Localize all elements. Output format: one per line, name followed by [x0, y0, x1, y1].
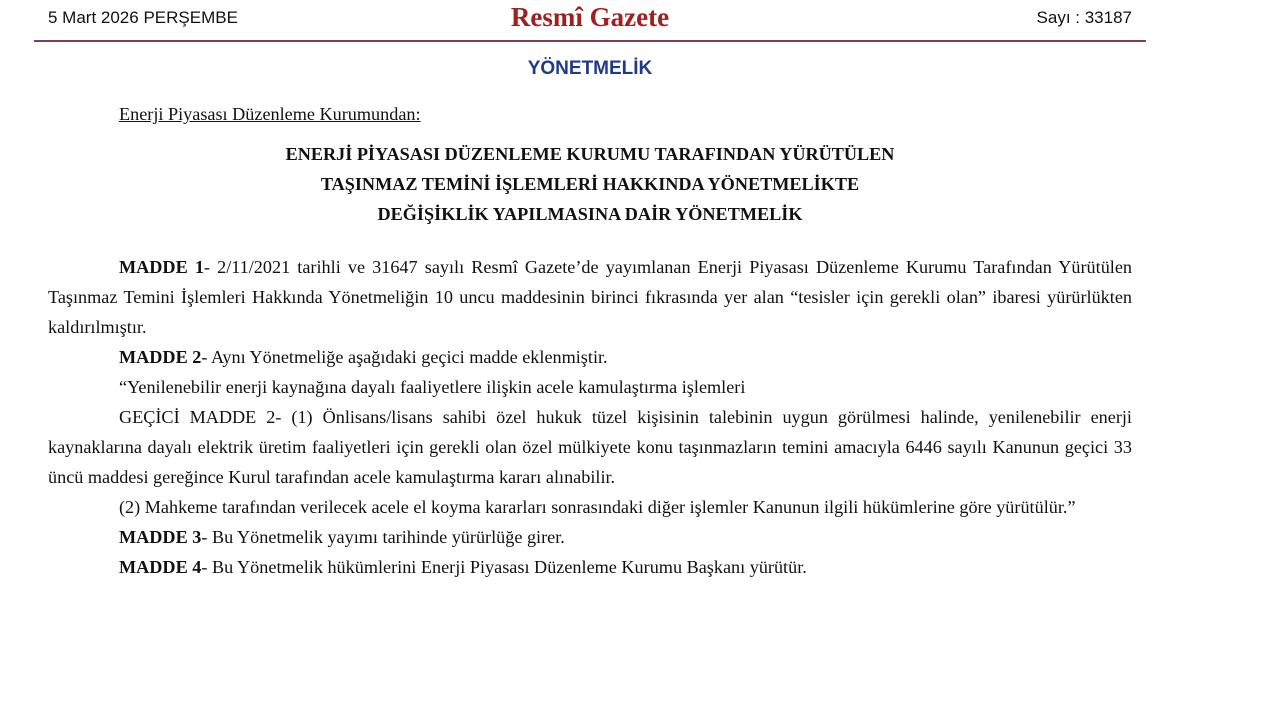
article-3-text: - Bu Yönetmelik yayımı tarihinde yürürlüğe girer.	[201, 527, 565, 547]
temporary-article-paragraph-2: (2) Mahkeme tarafından verilecek acele el koyma kararları sonrasındaki diğer işlemler Kanunun ilgili hükümlerine göre yürütülür.”	[119, 497, 1076, 517]
article-4	[48, 552, 1132, 582]
article-1	[48, 252, 1132, 342]
article-2-text: - Aynı Yönetmeliğe aşağıdaki geçici madde eklenmiştir.	[201, 347, 608, 367]
article-3-label: MADDE 3	[119, 527, 202, 547]
article-1-text: - 2/11/2021 tarihli ve 31647 sayılı Resmî Gazete’de yayımlanan Enerji Piyasası Düzenleme Kurumu Tarafından Yürütülen Taşınmaz Temini İşlemleri Hakkında Yönetmeliğin 10 uncu maddesinin birinci fıkrasında yer alan “tesisler için gerekli olan” ibaresi yürürlükten kaldırılmıştır.	[48, 257, 1133, 337]
gazette-title: Resmî Gazete	[510, 2, 670, 32]
quoted-heading: “Yenilenebilir enerji kaynağına dayalı faaliyetlere ilişkin acele kamulaştırma işlemleri	[119, 377, 746, 397]
issuing-institution: Enerji Piyasası Düzenleme Kurumundan:	[119, 104, 421, 124]
article-4-text: - Bu Yönetmelik hükümlerini Enerji Piyasası Düzenleme Kurumu Başkanı yürütür.	[201, 557, 807, 577]
regulation-body	[48, 252, 1132, 582]
article-3	[48, 522, 1132, 552]
regulation-title-line-2: TAŞINMAZ TEMİNİ İŞLEMLERİ HAKKINDA YÖNETMELİKTE	[320, 174, 860, 194]
article-2	[48, 342, 1132, 372]
section-title: YÖNETMELİK	[527, 58, 653, 79]
issue-number: Sayı : 33187	[1036, 8, 1132, 27]
article-1-label: MADDE 1	[119, 257, 204, 277]
regulation-title	[48, 139, 1132, 229]
regulation-title-line-1: ENERJİ PİYASASI DÜZENLEME KURUMU TARAFINDAN YÜRÜTÜLEN	[285, 144, 895, 164]
temporary-article-paragraph-1: GEÇİCİ MADDE 2- (1) Önlisans/lisans sahibi özel hukuk tüzel kişisinin talebinin uygun görülmesi halinde, yenilenebilir enerji kaynaklarına dayalı elektrik üretim faaliyetleri için gerekli olan özel mülkiyete konu taşınmazların temini amacıyla 6446 sayılı Kanunun geçici 33 üncü maddesi gereğince Kurul tarafından acele kamulaştırma kararı alınabilir.	[48, 407, 1132, 487]
article-4-label: MADDE 4	[119, 557, 202, 577]
regulation-title-line-3: DEĞİŞİKLİK YAPILMASINA DAİR YÖNETMELİK	[377, 204, 803, 224]
publication-date: 5 Mart 2026 PERŞEMBE	[48, 8, 238, 27]
gazette-header	[34, 0, 1146, 42]
article-2-label: MADDE 2	[119, 347, 202, 367]
